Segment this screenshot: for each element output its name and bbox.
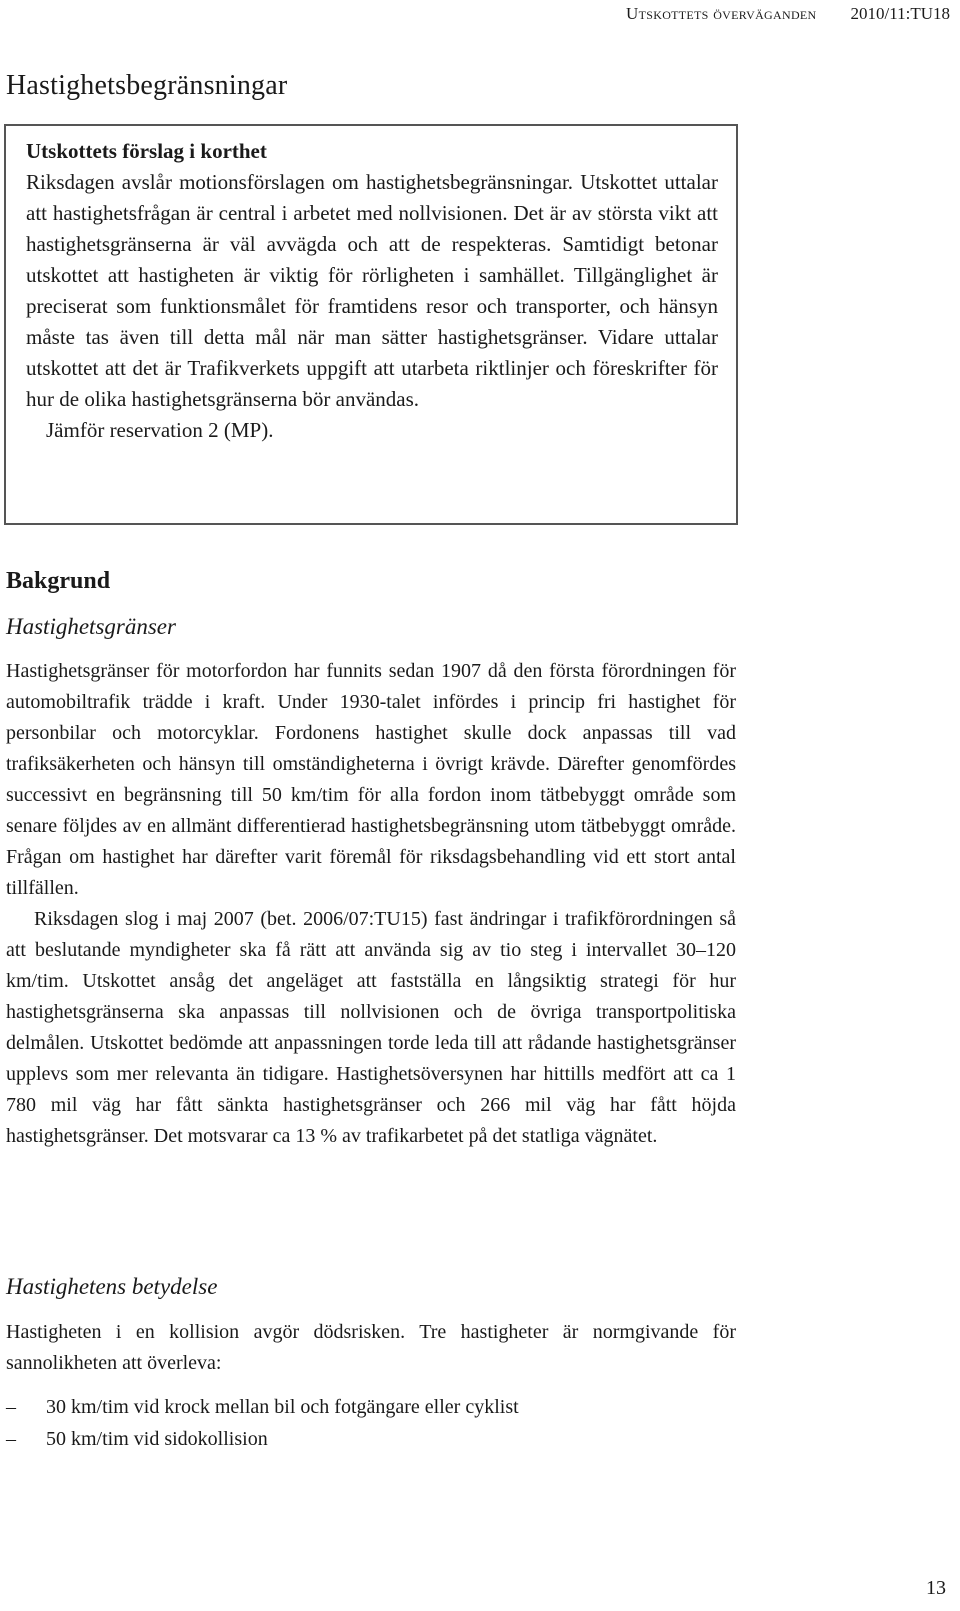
summary-heading: Utskottets förslag i korthet — [26, 139, 267, 163]
summary-paragraph: Riksdagen avslår motionsförslagen om hastighetsbegränsningar. Utskottet uttalar att hastighetsfrågan är central i arbetet med nollvisionen. Det är av största vikt att hastighetsgränserna är väl avvägda och att de respekteras. Samtidigt betonar utskottet att hastigheten är viktig för rörligheten i samhället. Tillgänglighet är preciserat som funktionsmålet för framtidens resor och transporter, och hänsyn måste tas även till detta mål när man sätter hastighetsgränser. Vidare uttalar utskottet att det är Trafikverkets uppgift att utarbeta riktlinjer och föreskrifter för hur de olika hastighetsgränserna bör användas. — [26, 170, 718, 411]
section-heading-bakgrund: Bakgrund — [6, 568, 111, 594]
page-number: 13 — [926, 1577, 946, 1599]
list-item — [6, 1423, 519, 1455]
running-head-doc-id: 2010/11:TU18 — [850, 4, 950, 23]
page-title: Hastighetsbegränsningar — [6, 70, 288, 101]
reservation-note: Jämför reservation 2 (MP). — [46, 418, 274, 442]
subheading-hastighetsgranser: Hastighetsgränser — [6, 614, 176, 639]
body-hastighetsgranser — [6, 656, 736, 1152]
running-head-section: Utskottets överväganden — [626, 4, 817, 23]
running-head — [626, 4, 950, 24]
paragraph: Hastighetsgränser för motorfordon har funnits sedan 1907 då den första förordningen för automobiltrafik trädde i kraft. Under 1930-talet infördes i princip fri hastighet för personbilar och motorcyklar. Fordonens hastighet skulle dock anpassas till vad trafiksäkerheten och hänsyn till omständigheterna i övrigt krävde. Därefter genomfördes successivt en begränsning till 50 km/tim för alla fordon inom tätbebyggt område som senare följdes av en allmänt differentierad hastighetsbegränsning utom tätbebyggt område. Frågan om hastighet har därefter varit föremål för riksdagsbehandling vid ett stort antal tillfällen. — [6, 660, 736, 899]
body-hastighetens-betydelse — [6, 1317, 736, 1379]
list-item-text: 50 km/tim vid sidokollision — [46, 1428, 268, 1450]
dash-bullet: – — [6, 1428, 16, 1450]
summary-box — [4, 124, 738, 525]
list-item — [6, 1391, 519, 1423]
speed-list — [6, 1391, 519, 1455]
list-item-text: 30 km/tim vid krock mellan bil och fotgängare eller cyklist — [46, 1396, 519, 1418]
paragraph: Riksdagen slog i maj 2007 (bet. 2006/07:TU15) fast ändringar i trafikförordningen så att beslutande myndigheter ska få rätt att använda sig av tio steg i intervallet 30–120 km/tim. Utskottet ansåg det angeläget att fastställa en långsiktig strategi för hur hastighetsgränserna ska anpassas till nollvisionen och de övriga transportpolitiska delmålen. Utskottet bedömde att anpassningen torde leda till att rådande hastighetsgränser upplevs som mer relevanta än tidigare. Hastighetsöversynen har hittills medfört att ca 1 780 mil väg har fått sänkta hastighetsgränser och 266 mil väg har fått höjda hastighetsgränser. Det motsvarar ca 13 % av trafikarbetet på det statliga vägnätet. — [6, 908, 736, 1147]
dash-bullet: – — [6, 1396, 16, 1418]
paragraph: Hastigheten i en kollision avgör dödsrisken. Tre hastigheter är normgivande för sannolikheten att överleva: — [6, 1321, 736, 1374]
subheading-hastighetens-betydelse: Hastighetens betydelse — [6, 1274, 218, 1299]
